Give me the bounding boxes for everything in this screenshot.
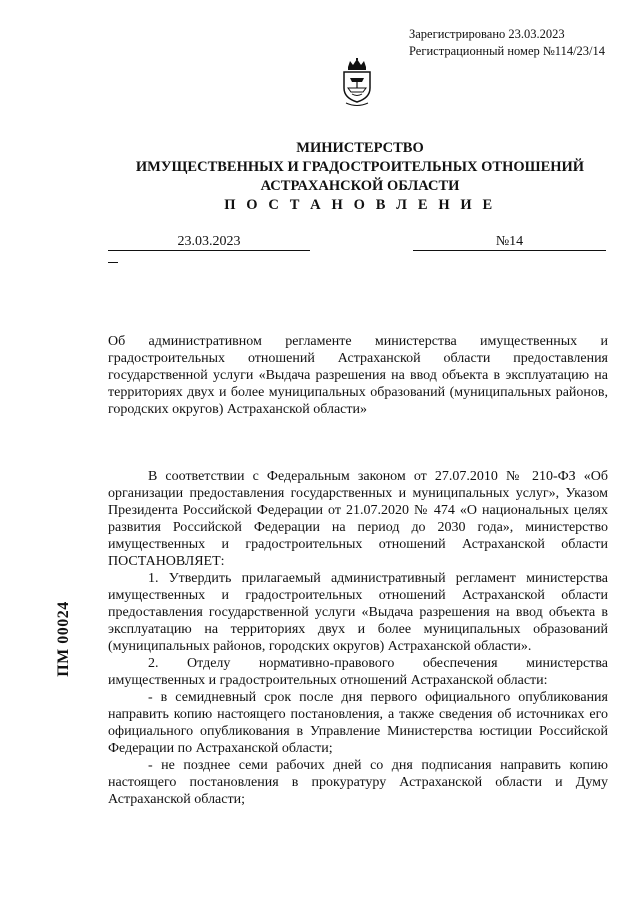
paragraph-item-2: 2. Отделу нормативно-правового обеспечения министерства имущественных и градостроительных отношений Астраханской области:	[108, 656, 608, 688]
document-code: ПМ 00024	[55, 601, 72, 677]
registration-number: Регистрационный номер №114/23/14	[409, 44, 606, 58]
blank-line	[108, 262, 118, 263]
header-line-relations: ИМУЩЕСТВЕННЫХ И ГРАДОСТРОИТЕЛЬНЫХ ОТНОШЕНИЙ	[135, 159, 585, 175]
paragraph-preamble: В соответствии с Федеральным законом от 27.07.2010 № 210-ФЗ «Об организации предоставления государственных и муниципальных услуг», Указом Президента Российской Федерации от 21.07.2020 № 474 «О национальных целях развития Российской Федерации на период до 2030 года», министерство имущественных и градостроительных отношений Астраханской области ПОСТАНОВЛЯЕТ:	[108, 469, 608, 569]
paragraph-item-1: 1. Утвердить прилагаемый административный регламент министерства имущественных и градостроительных отношений Астраханской области предоставления государственной услуги «Выдача разрешения на ввод объекта в эксплуатацию на территориях двух и более муниципальных образований (муниципальных районов, городских округов) Астраханской области».	[108, 571, 608, 654]
ministry-header	[60, 139, 640, 215]
document-type-title: П О С Т А Н О В Л Е Н И Е	[224, 197, 496, 213]
document-body	[108, 468, 608, 808]
registration-stamp	[409, 26, 605, 60]
paragraph-subitem-prosecutor: - не позднее семи рабочих дней со дня подписания направить копию настоящего постановления в прокуратуру Астраханской области и Думу Астраханской области;	[108, 758, 608, 807]
header-line-ministry: МИНИСТЕРСТВО	[296, 140, 424, 156]
paragraph-subitem-publication: - в семидневный срок после дня первого официального опубликования направить копию настоящего постановления, а также сведения об источниках его официального опубликования в Управление Министерства юстиции Российской Федерации по Астраханской области;	[108, 690, 608, 756]
coat-of-arms-icon	[340, 58, 374, 108]
header-line-region: АСТРАХАНСКОЙ ОБЛАСТИ	[260, 178, 460, 194]
registration-date: Зарегистрировано 23.03.2023	[409, 27, 565, 41]
document-date: 23.03.2023	[108, 234, 310, 251]
document-number: №14	[413, 234, 606, 251]
document-subject: Об административном регламенте министерства имущественных и градостроительных отношений Астраханской области предоставления государственной услуги «Выдача разрешения на ввод объекта в эксплуатацию на территориях двух и более муниципальных образований (муниципальных районов, городских округов) Астраханской области»	[108, 334, 608, 417]
document-code-sidebar	[52, 584, 76, 694]
